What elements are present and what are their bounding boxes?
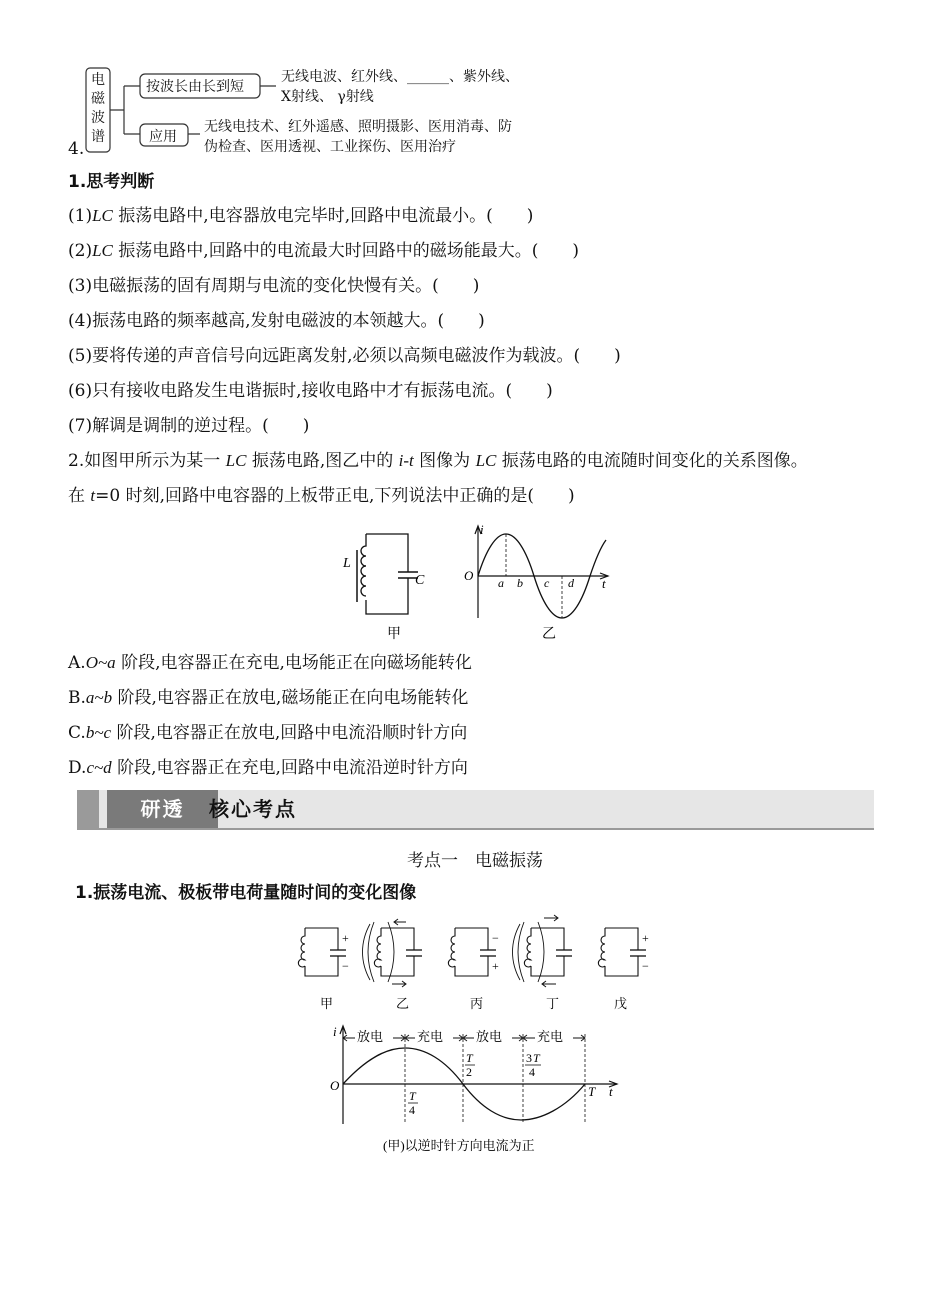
state-jia: [298, 928, 349, 1011]
state-yi: [363, 919, 423, 1011]
graph-i-label: i: [480, 522, 484, 537]
threeq-T-T: T: [533, 1051, 540, 1065]
branch1-text-line1: 无线电波、红外线、______、紫外线、: [281, 69, 519, 85]
tick-d: d: [568, 576, 574, 590]
state-label: 丙: [470, 996, 484, 1011]
oscillation-states-figure: [290, 912, 660, 1017]
judge-item-7: (7)解调是调制的逆过程。( ): [68, 416, 310, 436]
branch2-label: 应用: [149, 129, 177, 145]
judge-item-4: (4)振荡电路的频率越高,发射电磁波的本领越大。( ): [68, 311, 485, 331]
svg-text:−: −: [342, 959, 349, 973]
figure-caption-yi: 乙: [542, 627, 556, 642]
section-banner: [77, 790, 874, 830]
phase-label: 充电: [537, 1029, 564, 1044]
question2-line1: 2.如图甲所示为某一 LC 振荡电路,图乙中的 i-t 图像为 LC 振荡电路的电流随时间变化的关系图像。: [68, 451, 808, 471]
half-T-num: T: [466, 1051, 473, 1065]
state-bing: [448, 928, 499, 1011]
graph-origin: O: [464, 568, 474, 583]
phase-label: 放电: [357, 1029, 384, 1044]
half-T-den: 2: [466, 1065, 472, 1079]
state-label: 甲: [320, 996, 334, 1011]
graph-origin: O: [330, 1078, 340, 1093]
phase-label: 充电: [417, 1029, 444, 1044]
svg-text:+: +: [492, 959, 499, 973]
it-graph: [462, 520, 622, 645]
item-number: 4.: [68, 139, 85, 159]
svg-text:−: −: [642, 959, 649, 973]
banner-tag: 研透: [107, 790, 218, 828]
graph-i-label: i: [333, 1024, 337, 1039]
judge-item-6: (6)只有接收电路发生电谐振时,接收电路中才有振荡电流。( ): [68, 381, 553, 401]
branch2-text-line2: 伪检查、医用透视、工业探伤、医用治疗: [204, 139, 456, 155]
svg-text:+: +: [342, 931, 349, 945]
option-d: D.c~d 阶段,电容器正在充电,回路中电流沿逆时针方向: [68, 758, 468, 778]
period-T-label: T: [588, 1084, 596, 1099]
state-ding: [513, 915, 573, 1011]
option-c: C.b~c 阶段,电容器正在放电,回路中电流沿顺时针方向: [68, 723, 468, 743]
section-heading: 1.思考判断: [68, 172, 155, 192]
figure-caption-jia: 甲: [387, 627, 401, 642]
branch1-label: 按波长由长到短: [146, 79, 244, 95]
phase-label: 放电: [476, 1029, 503, 1044]
svg-text:+: +: [642, 931, 649, 945]
option-b: B.a~b 阶段,电容器正在放电,磁场能正在向电场能转化: [68, 688, 469, 708]
kaodian-subheading: 1.振荡电流、极板带电荷量随时间的变化图像: [75, 883, 417, 903]
judge-item-5: (5)要将传递的声音信号向远距离发射,必须以高频电磁波作为载波。( ): [68, 346, 621, 366]
kaodian-title: 考点一 电磁振荡: [407, 851, 543, 871]
threeq-T-n: 3: [526, 1051, 532, 1065]
state-label: 乙: [396, 996, 410, 1011]
quarter-T-num: T: [409, 1089, 416, 1103]
spectrum-vertical-label: [86, 71, 110, 147]
vlabel-char: 电: [91, 72, 105, 88]
state-wu: [598, 928, 649, 1011]
judge-item-1: (1)LC 振荡电路中,电容器放电完毕时,回路中电流最小。( ): [68, 206, 534, 226]
graph-caption: (甲)以逆时针方向电流为正: [383, 1138, 535, 1153]
tick-b: b: [517, 576, 523, 590]
inductor-label: L: [343, 556, 351, 571]
tick-a: a: [498, 576, 504, 590]
graph-t-label: t: [609, 1084, 613, 1099]
vlabel-char: 磁: [91, 91, 105, 107]
state-label: 丁: [546, 996, 560, 1011]
question2-line2: 在 t=0 时刻,回路中电容器的上板带正电,下列说法中正确的是( ): [68, 486, 575, 506]
current-time-graph: [325, 1020, 625, 1160]
lc-circuit-figure: [335, 520, 445, 645]
judge-item-2: (2)LC 振荡电路中,回路中的电流最大时回路中的磁场能最大。( ): [68, 241, 579, 261]
graph-t-label: t: [602, 576, 606, 591]
branch2-text-line1: 无线电技术、红外遥感、照明摄影、医用消毒、防: [204, 119, 512, 135]
banner-title: 核心考点: [209, 797, 297, 821]
option-a: A.O~a 阶段,电容器正在充电,电场能正在向磁场能转化: [68, 653, 472, 673]
threeq-T-den: 4: [529, 1065, 535, 1079]
vlabel-char: 谱: [91, 129, 105, 145]
state-label: 戊: [614, 996, 628, 1011]
capacitor-label: C: [415, 573, 425, 588]
tick-c: c: [544, 576, 550, 590]
branch1-text-line2: X射线、 γ射线: [281, 89, 374, 105]
vlabel-char: 波: [91, 110, 105, 126]
quarter-T-den: 4: [409, 1103, 415, 1117]
judge-item-3: (3)电磁振荡的固有周期与电流的变化快慢有关。( ): [68, 276, 480, 296]
svg-text:−: −: [492, 931, 499, 945]
